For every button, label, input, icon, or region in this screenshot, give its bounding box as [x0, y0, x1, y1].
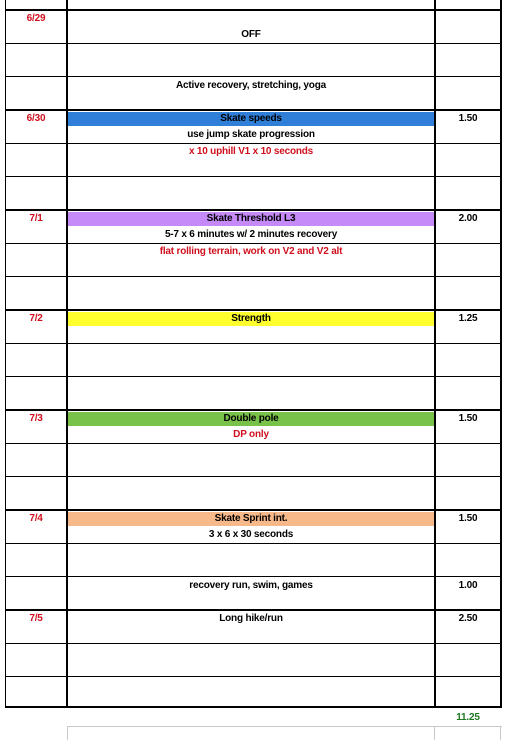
- grid-hline: [5, 609, 502, 611]
- grid-faint-line: [500, 727, 501, 740]
- hours-cell[interactable]: 2.50: [458, 613, 478, 624]
- hours-cell[interactable]: 1.50: [458, 413, 478, 424]
- date-cell[interactable]: 7/2: [29, 313, 43, 324]
- note-cell[interactable]: use jump skate progression: [187, 129, 315, 140]
- grid-vline: [5, 0, 6, 708]
- date-cell[interactable]: 7/1: [29, 213, 43, 224]
- grid-vline: [66, 0, 68, 708]
- grid-hline: [5, 543, 502, 544]
- grid-hline: [5, 143, 502, 144]
- grid-faint-line: [67, 727, 68, 740]
- activity-cell[interactable]: Strength: [231, 313, 271, 324]
- grid-hline: [5, 376, 502, 377]
- date-cell[interactable]: 7/4: [29, 513, 43, 524]
- note-cell[interactable]: DP only: [233, 429, 269, 440]
- grid-hline: [5, 176, 502, 177]
- grid-hline: [5, 309, 502, 311]
- grid-hline: [5, 706, 502, 708]
- grid-hline: [5, 643, 502, 644]
- grid-hline: [5, 509, 502, 511]
- grid-hline: [5, 209, 502, 211]
- activity-cell[interactable]: Double pole: [223, 413, 279, 424]
- grid-hline: [5, 476, 502, 477]
- date-cell[interactable]: 6/30: [26, 113, 46, 124]
- activity-cell[interactable]: recovery run, swim, games: [189, 580, 313, 591]
- grid-hline: [5, 109, 502, 111]
- date-cell[interactable]: 7/3: [29, 413, 43, 424]
- date-cell[interactable]: 7/5: [29, 613, 43, 624]
- activity-cell[interactable]: Skate Sprint int.: [214, 513, 288, 524]
- grid-hline: [5, 9, 502, 11]
- note-cell[interactable]: 5-7 x 6 minutes w/ 2 minutes recovery: [164, 229, 338, 240]
- grid-hline: [5, 276, 502, 277]
- grid-hline: [5, 76, 502, 77]
- hours-cell[interactable]: 1.00: [458, 580, 478, 591]
- grid-faint-line: [67, 726, 502, 727]
- grid-hline: [5, 43, 502, 44]
- grid-vline: [500, 0, 502, 708]
- activity-cell[interactable]: Skate Threshold L3: [206, 213, 296, 224]
- grid-hline: [5, 576, 502, 577]
- activity-cell[interactable]: OFF: [241, 29, 261, 40]
- hours-cell[interactable]: 1.25: [458, 313, 478, 324]
- note-cell[interactable]: x 10 uphill V1 x 10 seconds: [188, 146, 314, 157]
- hours-cell[interactable]: 2.00: [458, 213, 478, 224]
- note-cell[interactable]: flat rolling terrain, work on V2 and V2 alt: [159, 246, 343, 257]
- grid-hline: [5, 676, 502, 677]
- grid-hline: [5, 343, 502, 344]
- total-hours-cell[interactable]: 11.25: [456, 712, 480, 723]
- hours-cell[interactable]: 1.50: [458, 513, 478, 524]
- activity-cell[interactable]: Skate speeds: [220, 113, 282, 124]
- note-cell[interactable]: 3 x 6 x 30 seconds: [208, 529, 294, 540]
- activity-cell[interactable]: Active recovery, stretching, yoga: [176, 80, 326, 91]
- grid-hline: [5, 243, 502, 244]
- grid-hline: [5, 409, 502, 411]
- grid-hline: [5, 443, 502, 444]
- date-cell[interactable]: 6/29: [26, 13, 46, 24]
- activity-cell[interactable]: Long hike/run: [219, 613, 283, 624]
- grid-faint-line: [434, 727, 435, 740]
- hours-cell[interactable]: 1.50: [458, 113, 478, 124]
- grid-vline: [434, 0, 436, 708]
